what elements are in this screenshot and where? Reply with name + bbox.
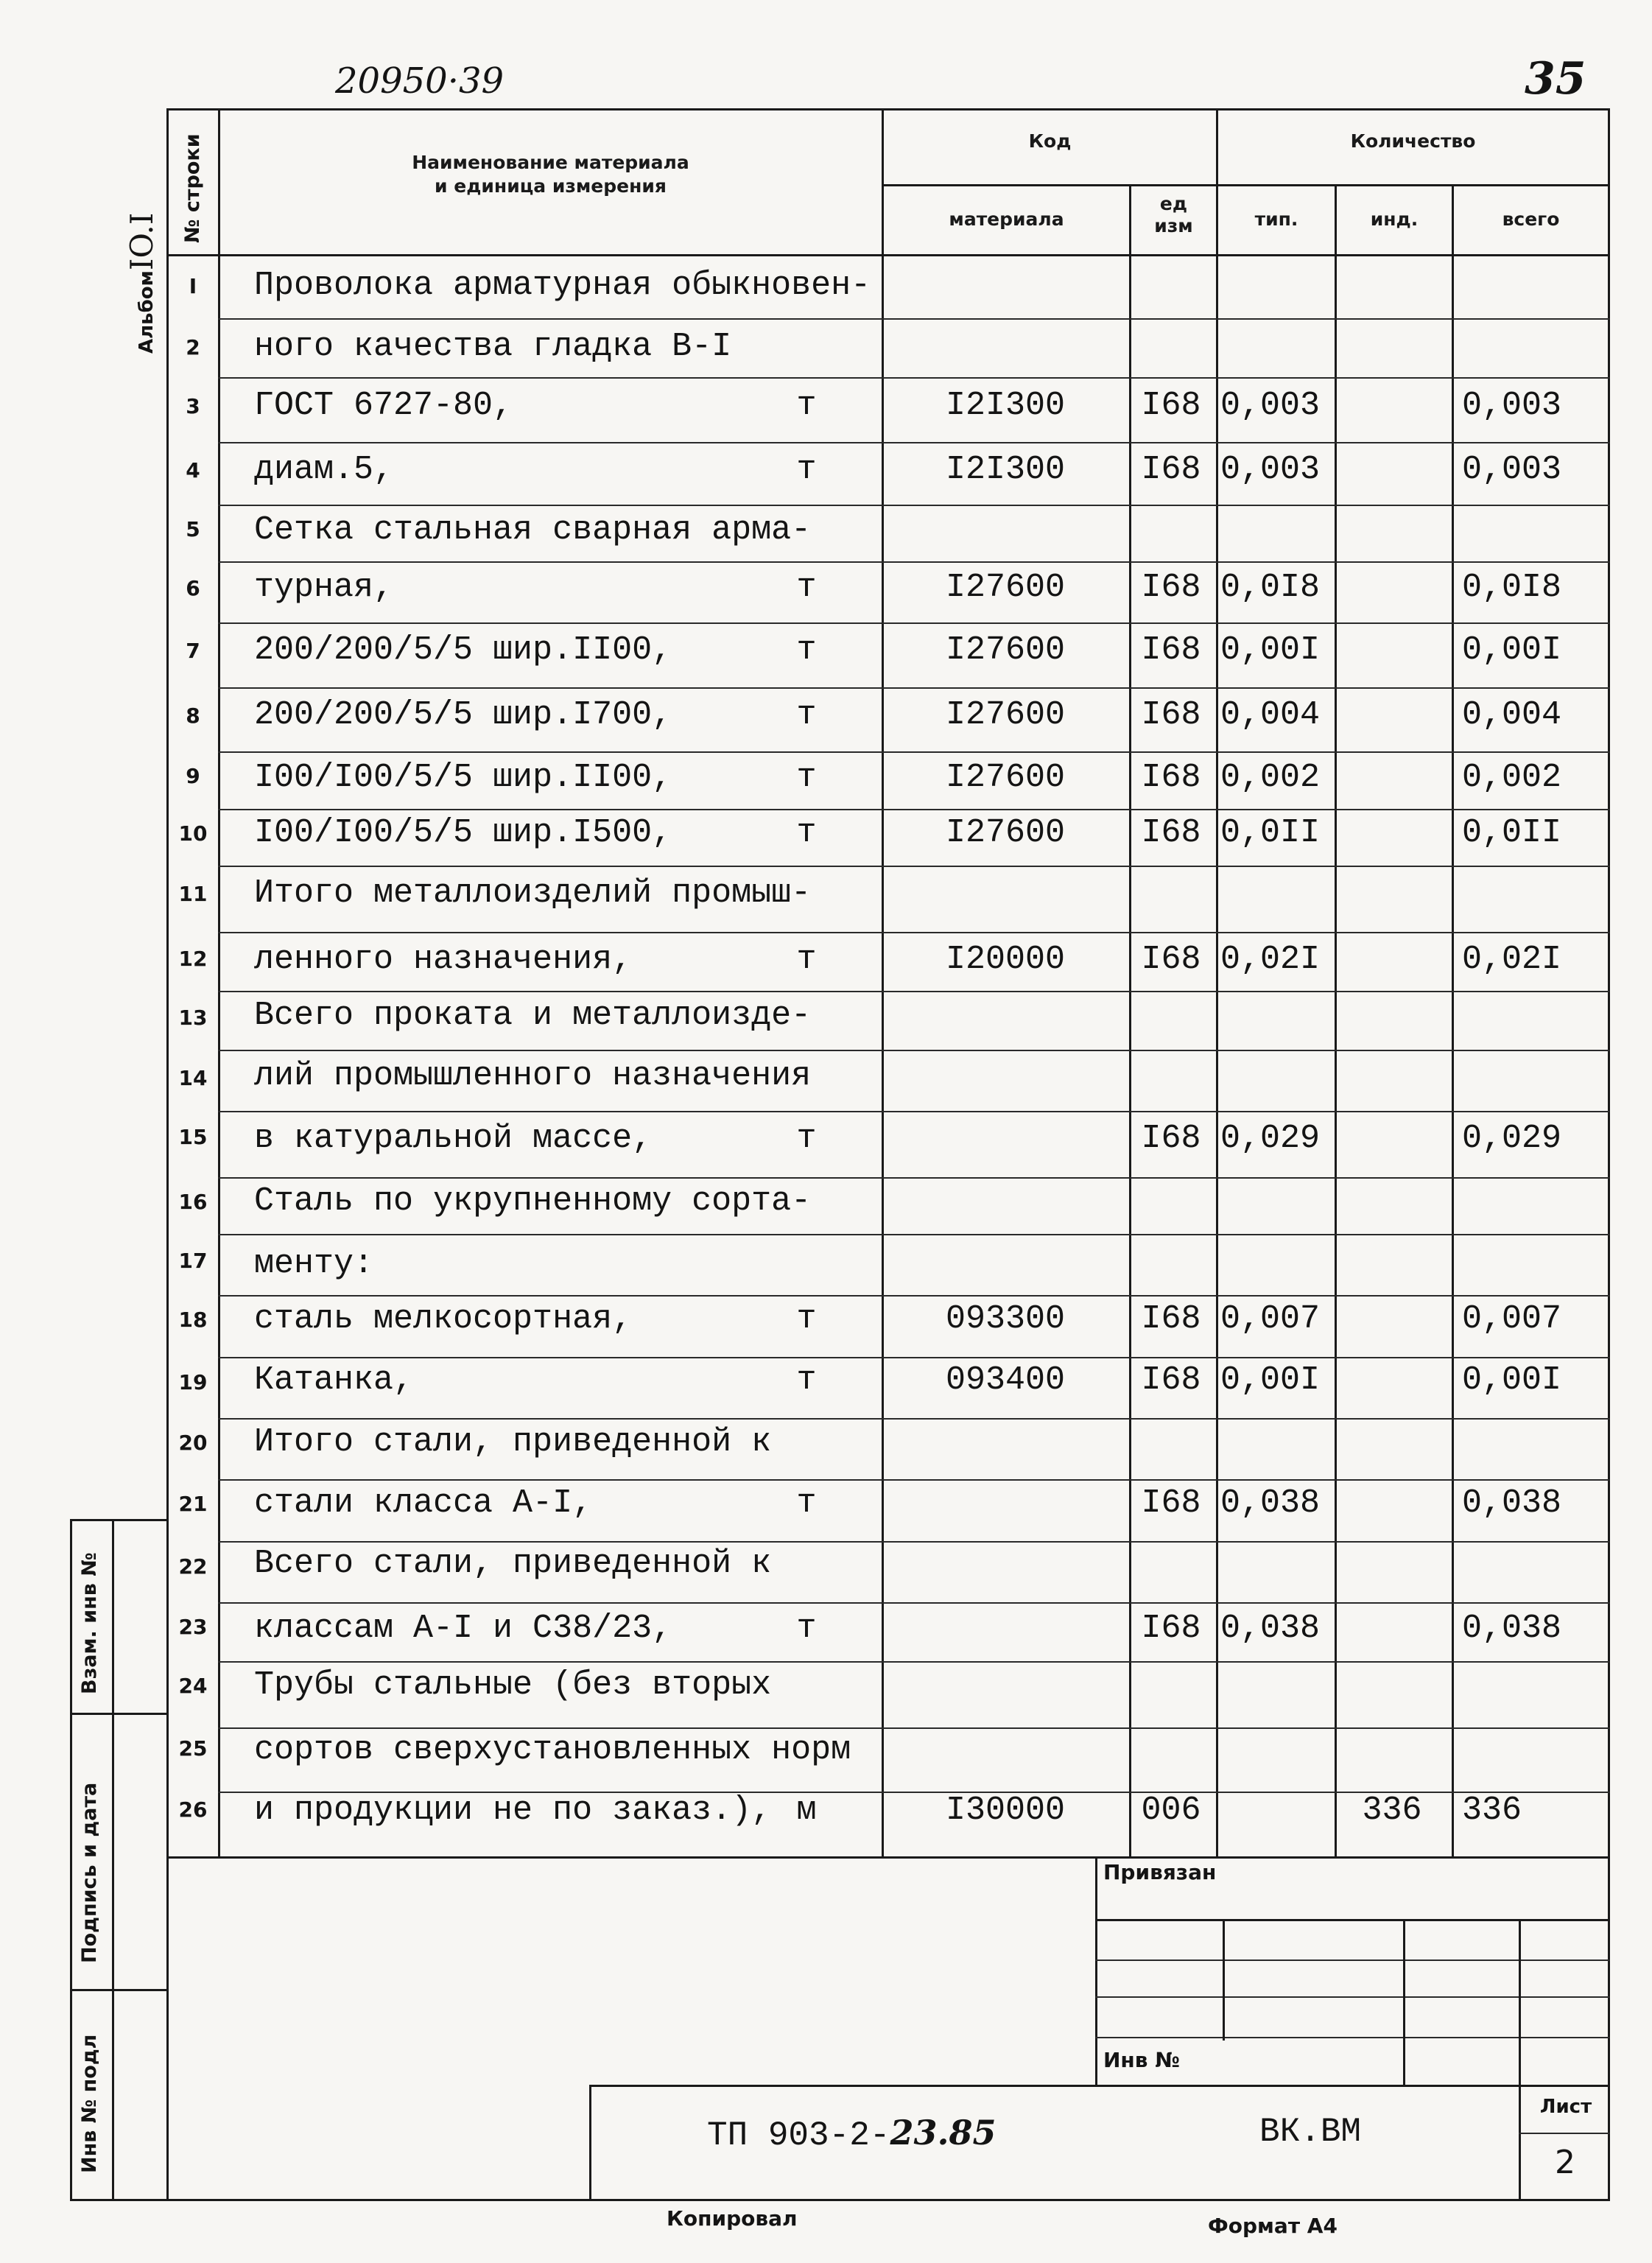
row-name: Итого металлоизделий промыш- bbox=[254, 874, 812, 912]
stamp-privyazan-label: Привязан bbox=[1103, 1860, 1217, 1884]
row-number: 2 bbox=[186, 335, 200, 359]
row-unit: т bbox=[796, 1610, 817, 1647]
row-qty-tip: 0,038 bbox=[1220, 1610, 1321, 1647]
row-name: ленного назначения, bbox=[254, 941, 633, 978]
row-number: 16 bbox=[178, 1190, 208, 1214]
row-qty-tip: 0,0I8 bbox=[1220, 569, 1321, 606]
row-number: 23 bbox=[178, 1615, 208, 1639]
stamp-sheet-label: Лист bbox=[1539, 2096, 1592, 2118]
row-number: 10 bbox=[178, 821, 208, 846]
row-number: 7 bbox=[186, 639, 200, 663]
album-label-text: Альбом bbox=[136, 270, 158, 354]
row-qty-total: 0,038 bbox=[1462, 1610, 1562, 1647]
side-inv-podl-label: Инв № подл bbox=[78, 2034, 101, 2173]
stamp-doc-code-hand: 23.85 bbox=[890, 2113, 997, 2153]
row-unit: т bbox=[796, 759, 817, 796]
row-name: ного качества гладка В-I bbox=[254, 328, 732, 365]
row-number: 12 bbox=[178, 947, 208, 971]
row-qty-total: 0,0II bbox=[1462, 814, 1562, 852]
row-unit: т bbox=[796, 696, 817, 734]
row-unit-code: I68 bbox=[1141, 569, 1201, 606]
row-name: Всего стали, приведенной к bbox=[254, 1545, 772, 1582]
stamp-doc-code-printed: ТП 903-2- bbox=[707, 2116, 890, 2155]
row-number: 5 bbox=[186, 517, 200, 541]
header-name-line1: Наименование материала bbox=[412, 152, 689, 173]
row-name: ГОСТ 6727-80, bbox=[254, 387, 513, 424]
side-vzam-label: Взам. инв № bbox=[78, 1552, 101, 1694]
row-name: Всего проката и металлоизде- bbox=[254, 997, 812, 1034]
row-name: Катанка, bbox=[254, 1361, 414, 1399]
side-podpis-label: Подпись и дата bbox=[78, 1782, 101, 1963]
header-tip: тип. bbox=[1254, 208, 1298, 230]
row-name: 200/200/5/5 шир.I700, bbox=[254, 696, 672, 734]
row-qty-tip: 0,002 bbox=[1220, 759, 1321, 796]
row-number: 24 bbox=[178, 1674, 208, 1698]
row-material-code: 093400 bbox=[945, 1361, 1066, 1399]
row-qty-total: 0,029 bbox=[1462, 1120, 1562, 1157]
footer-copied: Копировал bbox=[667, 2206, 798, 2231]
row-unit-code: 006 bbox=[1141, 1792, 1201, 1829]
row-name: Трубы стальные (без вторых bbox=[254, 1666, 772, 1704]
row-unit-code: I68 bbox=[1141, 387, 1201, 424]
row-qty-total: 0,0I8 bbox=[1462, 569, 1562, 606]
row-number: 25 bbox=[178, 1736, 208, 1761]
row-qty-tip: 0,029 bbox=[1220, 1120, 1321, 1157]
row-unit: т bbox=[796, 814, 817, 852]
row-number: 13 bbox=[178, 1006, 208, 1030]
row-number: I bbox=[189, 274, 197, 298]
header-unit bbox=[1131, 193, 1216, 237]
stamp-inv-label: Инв № bbox=[1103, 2048, 1180, 2072]
row-material-code: 093300 bbox=[945, 1300, 1066, 1338]
row-number: 3 bbox=[186, 394, 200, 418]
row-qty-total: 0,02I bbox=[1462, 941, 1562, 978]
row-material-code: I27600 bbox=[945, 569, 1066, 606]
row-qty-tip: 0,02I bbox=[1220, 941, 1321, 978]
row-material-code: I27600 bbox=[945, 814, 1066, 852]
row-number: 8 bbox=[186, 704, 200, 728]
row-number: 14 bbox=[178, 1066, 208, 1090]
row-unit: т bbox=[796, 1484, 817, 1522]
row-number: 26 bbox=[178, 1797, 208, 1822]
row-unit-code: I68 bbox=[1141, 1610, 1201, 1647]
header-total: всего bbox=[1502, 208, 1560, 230]
row-qty-total: 0,00I bbox=[1462, 631, 1562, 669]
row-number: 20 bbox=[178, 1431, 208, 1455]
row-unit: т bbox=[796, 451, 817, 488]
row-qty-tip: 0,007 bbox=[1220, 1300, 1321, 1338]
row-unit: т bbox=[796, 1300, 817, 1338]
row-unit: т bbox=[796, 631, 817, 669]
row-qty-total: 0,004 bbox=[1462, 696, 1562, 734]
row-unit-code: I68 bbox=[1141, 1300, 1201, 1338]
row-unit-code: I68 bbox=[1141, 1484, 1201, 1522]
row-number: 22 bbox=[178, 1554, 208, 1579]
row-qty-total: 336 bbox=[1462, 1792, 1522, 1829]
header-ind: инд. bbox=[1370, 208, 1419, 230]
row-qty-total: 0,00I bbox=[1462, 1361, 1562, 1399]
album-label bbox=[124, 213, 160, 354]
header-code: Код bbox=[1028, 130, 1072, 152]
row-qty-total: 0,003 bbox=[1462, 387, 1562, 424]
row-material-code: I30000 bbox=[945, 1792, 1066, 1829]
row-unit-code: I68 bbox=[1141, 1120, 1201, 1157]
row-name: сортов сверхустановленных норм bbox=[254, 1731, 851, 1769]
row-unit-code: I68 bbox=[1141, 696, 1201, 734]
row-unit-code: I68 bbox=[1141, 1361, 1201, 1399]
row-number: 18 bbox=[178, 1308, 208, 1332]
row-qty-tip: 0,0II bbox=[1220, 814, 1321, 852]
row-name: Сталь по укрупненному сорта- bbox=[254, 1182, 812, 1220]
row-unit-code: I68 bbox=[1141, 631, 1201, 669]
header-row-no: № строки bbox=[181, 133, 204, 243]
row-unit: т bbox=[796, 1120, 817, 1157]
row-number: 15 bbox=[178, 1125, 208, 1149]
row-name: стали класса А-I, bbox=[254, 1484, 593, 1522]
header-name bbox=[221, 151, 880, 198]
row-unit: м bbox=[796, 1792, 817, 1829]
row-unit-code: I68 bbox=[1141, 814, 1201, 852]
row-number: 17 bbox=[178, 1249, 208, 1273]
row-name: Итого стали, приведенной к bbox=[254, 1423, 772, 1461]
row-qty-tip: 0,003 bbox=[1220, 387, 1321, 424]
row-qty-total: 0,002 bbox=[1462, 759, 1562, 796]
row-material-code: I2I300 bbox=[945, 387, 1066, 424]
row-name: в катуральной массе, bbox=[254, 1120, 653, 1157]
row-qty-tip: 0,003 bbox=[1220, 451, 1321, 488]
row-number: 11 bbox=[178, 882, 208, 906]
stamp-sheet-number: 2 bbox=[1555, 2144, 1575, 2181]
doc-number-handwritten: 20950·39 bbox=[335, 60, 505, 102]
stamp-document-code bbox=[707, 2113, 997, 2155]
row-name: диам.5, bbox=[254, 451, 394, 488]
row-name: классам А-I и С38/23, bbox=[254, 1610, 672, 1647]
row-number: 9 bbox=[186, 764, 200, 788]
row-number: 19 bbox=[178, 1370, 208, 1394]
row-unit-code: I68 bbox=[1141, 451, 1201, 488]
row-name: I00/I00/5/5 шир.II00, bbox=[254, 759, 672, 796]
row-name: менту: bbox=[254, 1245, 374, 1283]
row-material-code: I2I300 bbox=[945, 451, 1066, 488]
row-material-code: I27600 bbox=[945, 631, 1066, 669]
row-name: Сетка стальная сварная арма- bbox=[254, 511, 812, 549]
album-number: IO.I bbox=[124, 212, 160, 271]
row-qty-tip: 0,00I bbox=[1220, 1361, 1321, 1399]
row-number: 4 bbox=[186, 458, 200, 483]
row-unit: т bbox=[796, 569, 817, 606]
header-unit-line1: ед bbox=[1159, 193, 1188, 214]
row-qty-tip: 0,00I bbox=[1220, 631, 1321, 669]
row-qty-tip: 0,038 bbox=[1220, 1484, 1321, 1522]
row-qty-total: 0,007 bbox=[1462, 1300, 1562, 1338]
header-material: материала bbox=[949, 208, 1064, 230]
row-name: и продукции не по заказ.), bbox=[254, 1792, 772, 1829]
row-name: I00/I00/5/5 шир.I500, bbox=[254, 814, 672, 852]
row-unit: т bbox=[796, 387, 817, 424]
row-name: 200/200/5/5 шир.II00, bbox=[254, 631, 672, 669]
row-material-code: I20000 bbox=[945, 941, 1066, 978]
row-unit: т bbox=[796, 941, 817, 978]
row-number: 6 bbox=[186, 576, 200, 600]
row-unit-code: I68 bbox=[1141, 941, 1201, 978]
row-qty-ind: 336 bbox=[1362, 1792, 1422, 1829]
row-name: сталь мелкосортная, bbox=[254, 1300, 633, 1338]
header-name-line2: и единица измерения bbox=[435, 175, 667, 197]
header-unit-line2: изм bbox=[1154, 215, 1193, 236]
header-quantity: Количество bbox=[1350, 130, 1476, 152]
footer-format: Формат А4 bbox=[1208, 2214, 1338, 2238]
row-unit-code: I68 bbox=[1141, 759, 1201, 796]
row-qty-total: 0,003 bbox=[1462, 451, 1562, 488]
stamp-section-code: ВК.ВМ bbox=[1259, 2113, 1362, 2151]
row-name: турная, bbox=[254, 569, 394, 606]
row-qty-total: 0,038 bbox=[1462, 1484, 1562, 1522]
row-material-code: I27600 bbox=[945, 696, 1066, 734]
row-name: лий промышленного назначения bbox=[254, 1057, 812, 1095]
row-name: Проволока арматурная обыкновен- bbox=[254, 267, 871, 304]
row-material-code: I27600 bbox=[945, 759, 1066, 796]
row-number: 21 bbox=[178, 1492, 208, 1516]
page-number-handwritten: 35 bbox=[1525, 53, 1586, 105]
row-unit: т bbox=[796, 1361, 817, 1399]
row-qty-tip: 0,004 bbox=[1220, 696, 1321, 734]
